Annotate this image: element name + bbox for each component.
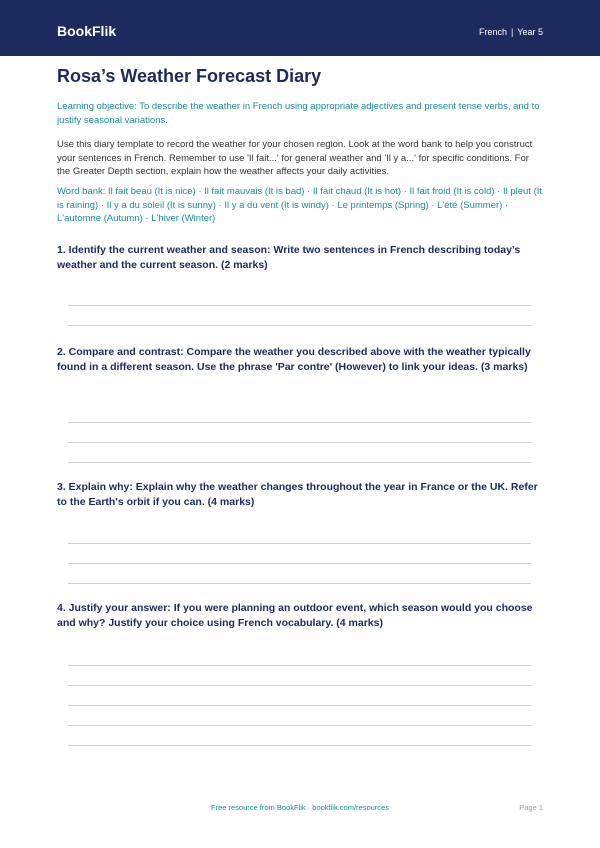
year-label: Year 5 <box>517 27 543 37</box>
learning-objective: Learning objective: To describe the weather in French using appropriate adjectives and present tense verbs, and to justify seasonal variations. <box>57 101 540 126</box>
instructions: Use this diary template to record the weather for your chosen region. Look at the word bank to help you construct your sentences in French. Remember to use 'Il fait...' for general weather and 'Il y a...' for specific conditions. For the Greater Depth section, explain how the weather affects your daily activities. <box>57 139 533 177</box>
answer-line[interactable] <box>68 665 531 666</box>
brand-logo: BookFlik <box>57 23 117 39</box>
answer-line[interactable] <box>68 543 531 544</box>
word-bank: Word bank: Il fait beau (It is nice) · Il fait mauvais (It is bad) · Il fait chaud (It is hot) · Il fait froid (It is cold) · Il pleut (It is raining) · Il y a du soleil (It is sunny) · Il y a du vent (It is windy) · Le printemps (Spring) · L'été (Summer) · L'automne (Autumn) · L'hiver (Winter) <box>57 186 543 224</box>
answer-line[interactable] <box>68 325 531 326</box>
answer-line[interactable] <box>68 705 531 706</box>
answer-line[interactable] <box>68 305 531 306</box>
question-4: 4. Justify your answer: If you were planning an outdoor event, which season would you choose and why? Justify your choice using French vocabulary. (4 marks) <box>57 602 533 629</box>
subject-label: French <box>478 27 507 37</box>
answer-line[interactable] <box>68 745 531 746</box>
footer-source: Free resource from BookFlik · bookflik.com/resources <box>211 803 389 812</box>
answer-line[interactable] <box>68 442 531 443</box>
subject-year <box>479 26 543 38</box>
page-title: Rosa’s Weather Forecast Diary <box>57 66 322 86</box>
answer-line[interactable] <box>68 583 531 584</box>
answer-line[interactable] <box>68 422 531 423</box>
answer-line[interactable] <box>68 563 531 564</box>
answer-line[interactable] <box>68 725 531 726</box>
page-number: Page 1 <box>519 803 543 812</box>
answer-line[interactable] <box>68 685 531 686</box>
question-3: 3. Explain why: Explain why the weather changes throughout the year in France or the UK. Refer to the Earth's orbit if you can. (4 marks) <box>57 481 538 508</box>
question-2: 2. Compare and contrast: Compare the weather you described above with the weather typically found in a different season. Use the phrase 'Par contre' (However) to link your ideas. (3 marks) <box>57 346 531 373</box>
answer-line[interactable] <box>68 462 531 463</box>
question-1: 1. Identify the current weather and season: Write two sentences in French describing today’s weather and the current season. (2 marks) <box>57 244 521 271</box>
header-bar <box>0 0 600 56</box>
meta-separator: | <box>510 27 514 37</box>
